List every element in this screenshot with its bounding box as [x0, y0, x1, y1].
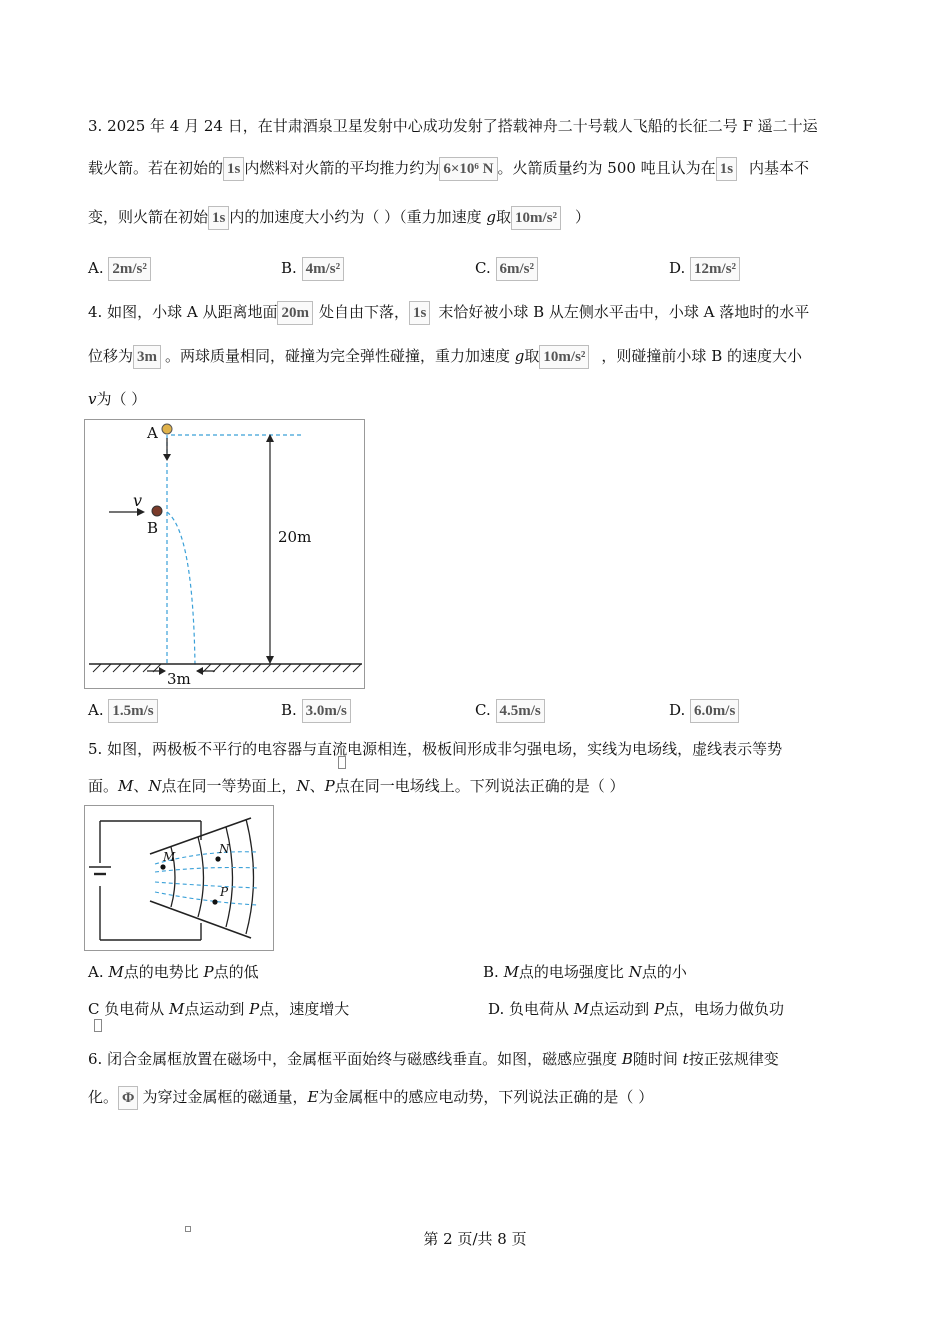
point-p: [212, 899, 217, 904]
option-label: A.: [88, 701, 104, 719]
q5-text: 面。: [88, 777, 119, 795]
q3-text: ）: [575, 208, 591, 226]
q3-text: 载火箭。若在初始的: [88, 159, 224, 177]
q5-option-a[interactable]: [88, 961, 259, 983]
point-n: [215, 856, 220, 861]
math-1s: 1s: [208, 206, 229, 230]
math-1s: 1s: [716, 157, 737, 181]
math-force: 6×10⁶ N: [439, 157, 497, 181]
label-height: 20m: [278, 528, 312, 546]
ball-a: [162, 424, 172, 434]
symbol-p: P: [249, 1000, 260, 1018]
deflected-path: [167, 512, 195, 665]
option-value: 4m/s²: [302, 257, 345, 281]
option-value: 3.0m/s: [302, 699, 351, 723]
q3-text: 内基本不: [749, 159, 810, 177]
symbol-m: M: [118, 777, 134, 795]
symbol-b: B: [621, 1050, 633, 1068]
option-text: 点运动到: [184, 1000, 250, 1018]
q4-text: 处自由下落，: [318, 303, 409, 321]
symbol-m: M: [573, 1000, 590, 1018]
option-label: B.: [281, 701, 297, 719]
point-m: [160, 864, 165, 869]
disp-arrowhead-left: [159, 667, 166, 675]
q5-line-2: [88, 776, 625, 796]
height-arrow-bottom: [266, 656, 274, 664]
q5-text: 、: [133, 777, 149, 795]
q3-option-b[interactable]: [281, 257, 344, 281]
symbol-v: v: [88, 390, 97, 408]
collision-diagram: [85, 420, 364, 688]
label-b: B: [147, 519, 159, 537]
label-n: N: [219, 842, 230, 856]
q5-option-c[interactable]: [88, 998, 349, 1020]
option-text: 点运动到: [589, 1000, 654, 1018]
option-text: 点的低: [213, 963, 259, 981]
q4-figure: [84, 419, 365, 689]
q3-option-c[interactable]: [475, 257, 538, 281]
option-label: C.: [475, 701, 491, 719]
field-lines: [171, 819, 254, 934]
option-text: 点，电场力做负功: [664, 1000, 785, 1018]
option-value: 4.5m/s: [496, 699, 545, 723]
q4-line-3: [88, 389, 146, 409]
q3-option-d[interactable]: [669, 257, 740, 281]
disp-arrowhead-right: [196, 667, 203, 675]
q3-line-2: [88, 157, 809, 181]
q4-text: 取: [524, 347, 540, 365]
q3-text: 内燃料对火箭的平均推力约为: [244, 159, 440, 177]
q6-text: 按正弦规律变: [688, 1050, 779, 1068]
option-label: D. 负电荷从: [488, 1000, 574, 1018]
q6-text: 随时间: [632, 1050, 683, 1068]
ground-hatching: [93, 664, 361, 672]
option-label: C 负电荷从: [88, 1000, 170, 1018]
q5-option-b[interactable]: [483, 961, 687, 983]
option-value: 6m/s²: [496, 257, 539, 281]
q4-text: 末恰好被小球 B 从左侧水平击中，小球 A 落地时的水平: [438, 303, 810, 321]
symbol-t: t: [682, 1050, 689, 1068]
label-v: v: [133, 491, 143, 510]
placeholder-mark: [94, 1019, 102, 1032]
symbol-n: N: [628, 963, 642, 981]
option-label: D.: [669, 701, 686, 719]
option-text: 点，速度增大: [259, 1000, 350, 1018]
symbol-p: P: [203, 963, 214, 981]
option-text: 点的电势比: [123, 963, 204, 981]
option-text: 点的小: [641, 963, 687, 981]
symbol-g: g: [514, 347, 525, 365]
q3-text: 。火箭质量约为 500 吨且认为在: [497, 159, 716, 177]
math-3m: 3m: [133, 345, 161, 369]
symbol-e: E: [307, 1088, 319, 1106]
option-label: C.: [475, 259, 491, 277]
math-20m: 20m: [277, 301, 313, 325]
option-label: B.: [281, 259, 297, 277]
q3-text: 变，则火箭在初始: [88, 208, 209, 226]
label-m: M: [163, 850, 176, 864]
q6-line-2: [88, 1086, 653, 1110]
symbol-m: M: [108, 963, 124, 981]
option-label: D.: [669, 259, 686, 277]
symbol-p: P: [324, 777, 335, 795]
q4-option-b[interactable]: [281, 699, 351, 723]
symbol-m: M: [169, 1000, 185, 1018]
q5-text: 点在同一等势面上，: [161, 777, 297, 795]
q3-text: 内的加速度大小约为（ ）（重力加速度: [229, 208, 487, 226]
q5-text: 、: [309, 777, 325, 795]
ball-b: [152, 506, 162, 516]
option-label: B.: [483, 963, 504, 981]
q6-text: 6. 闭合金属框放置在磁场中，金属框平面始终与磁感线垂直。如图，磁感应强度: [88, 1050, 622, 1068]
label-a: A: [147, 424, 158, 442]
q5-figure: [84, 805, 274, 951]
q3-line-3: [88, 206, 590, 230]
math-g: 10m/s²: [539, 345, 589, 369]
symbol-m: M: [503, 963, 519, 981]
placeholder-mark: [338, 756, 346, 769]
q4-text: 。两球质量相同，碰撞为完全弹性碰撞，重力加速度: [165, 347, 515, 365]
option-label: A.: [88, 963, 109, 981]
fall-arrowhead: [163, 454, 171, 461]
q5-line-1: 5. 如图，两极板不平行的电容器与直流电源相连，极板间形成非匀强电场，实线为电场线，虚线表示等势: [88, 740, 783, 758]
page-footer: 第 2 页/共 8 页: [423, 1230, 527, 1248]
symbol-n: N: [148, 777, 162, 795]
q6-text: 为穿过金属框的磁通量，: [142, 1088, 308, 1106]
option-value: 12m/s²: [690, 257, 740, 281]
q4-text: ，则碰撞前小球 B 的速度大小: [601, 347, 802, 365]
q4-option-d[interactable]: [669, 699, 739, 723]
q4-text: 为（ ）: [96, 390, 147, 408]
q3-line-1: 3. 2025 年 4 月 24 日，在甘肃酒泉卫星发射中心成功发射了搭载神舟二十号载人飞船的长征二号 F 遥二十运: [88, 117, 818, 135]
capacitor-field-diagram: [85, 806, 273, 950]
option-value: 2m/s²: [108, 257, 151, 281]
q3-text: 取: [496, 208, 512, 226]
math-g: 10m/s²: [511, 206, 561, 230]
q4-option-a[interactable]: [88, 699, 158, 723]
q6-line-1: [88, 1049, 779, 1069]
label-displacement: 3m: [167, 670, 191, 688]
q6-text: 化。: [88, 1088, 119, 1106]
q5-option-d[interactable]: [488, 998, 784, 1020]
math-1s: 1s: [409, 301, 430, 325]
q3-option-a[interactable]: [88, 257, 151, 281]
option-value: 6.0m/s: [690, 699, 739, 723]
label-p: P: [220, 885, 229, 899]
symbol-p: P: [653, 1000, 665, 1018]
q4-text: 4. 如图，小球 A 从距离地面: [88, 303, 278, 321]
q5-text: 点在同一电场线上。下列说法正确的是（ ）: [334, 777, 625, 795]
option-text: 点的电场强度比: [518, 963, 629, 981]
q4-option-c[interactable]: [475, 699, 545, 723]
symbol-g: g: [486, 208, 497, 226]
q4-line-1: [88, 301, 809, 325]
math-phi: Φ: [118, 1086, 138, 1110]
option-value: 1.5m/s: [108, 699, 157, 723]
q4-line-2: [88, 345, 802, 369]
q6-text: 为金属框中的感应电动势，下列说法正确的是（ ）: [318, 1088, 654, 1106]
math-1s: 1s: [223, 157, 244, 181]
option-label: A.: [88, 259, 104, 277]
circuit-wires: [100, 821, 201, 940]
q4-text: 位移为: [88, 347, 134, 365]
symbol-n: N: [296, 777, 310, 795]
